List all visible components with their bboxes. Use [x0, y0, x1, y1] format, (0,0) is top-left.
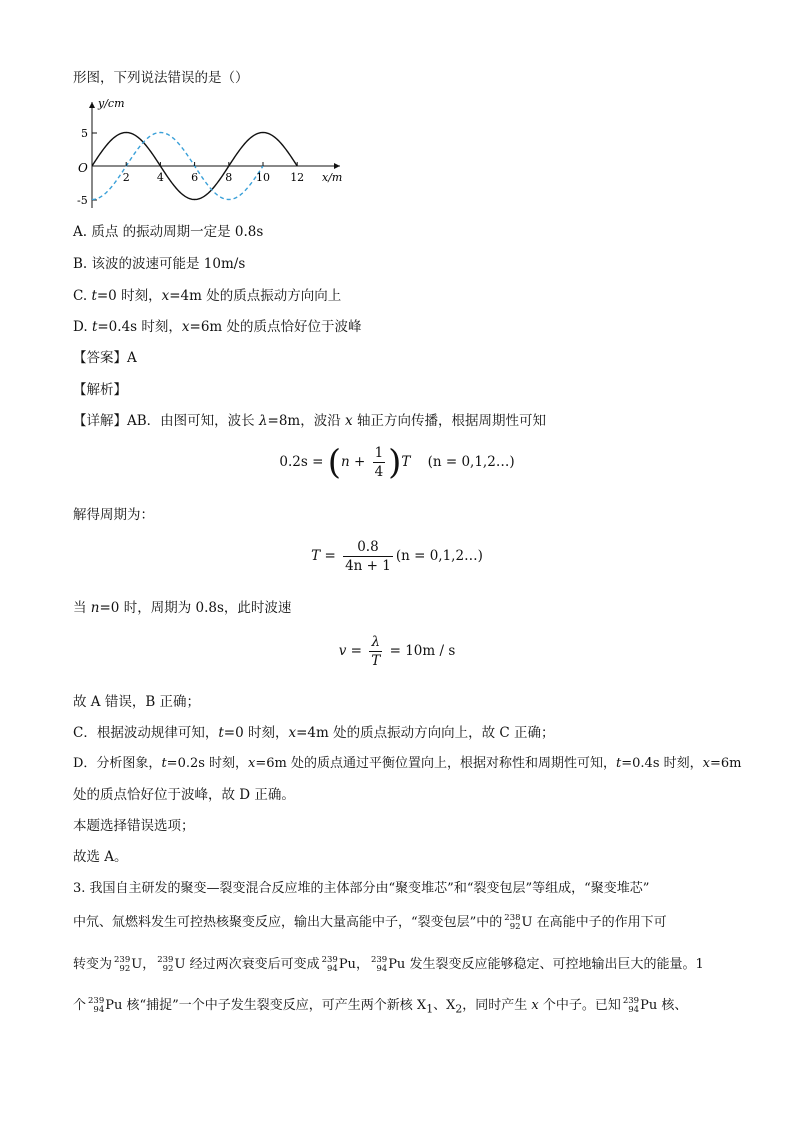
- x-tick-label-8: 8: [225, 171, 233, 184]
- isotope-u238: 238 92: [504, 912, 521, 932]
- analysis-tag: 【解析】: [73, 382, 127, 398]
- summary-2: 故选 A。: [73, 849, 128, 865]
- x-tick-label-12: 12: [290, 171, 305, 184]
- x-tick-label-10: 10: [256, 171, 270, 184]
- q3-line-2: 中氘、氚燃料发生可控热核聚变反应，输出大量高能中子，“裂变包层”中的 238 92 U 在高能中子的作用下可: [73, 912, 667, 932]
- d-explanation-1: D．分析图象，t=0.2s 时刻，x=6m 处的质点通过平衡位置向上，根据对称性和周期性可知，t=0.4s 时刻，x=6m: [73, 756, 742, 771]
- y-axis-label: y/cm: [98, 97, 125, 110]
- x-axis-label: x/m: [322, 171, 343, 184]
- isotope-u239-b: 239 92: [157, 954, 174, 974]
- summary-1: 本题选择错误选项；: [73, 818, 195, 834]
- x-tick-label-2: 2: [122, 171, 130, 184]
- c-explanation: C．根据波动规律可知，t=0 时刻，x=4m 处的质点振动方向向上，故 C 正确；: [73, 725, 555, 741]
- question-intro: 形图，下列说法错误的是（）: [73, 70, 249, 86]
- y-tick-label-5: 5: [81, 127, 88, 140]
- d-explanation-2: 处的质点恰好位于波峰，故 D 正确。: [73, 787, 295, 803]
- equation-period-general: 0.2s = (n + $\frac{1}{4}$ )T (n = 0,1,2…): [279, 442, 515, 483]
- detail-line: 【详解】AB．由图可知，波长 λ=8m，波沿 x 轴正方向传播，根据周期性可知: [73, 413, 546, 429]
- q3-line-1: 3. 我国自主研发的聚变—裂变混合反应堆的主体部分由“聚变堆芯”和“裂变包层”等组成，“聚变堆芯”: [73, 881, 650, 896]
- answer-line: 【答案】A: [73, 350, 137, 366]
- isotope-pu239: 239 94: [321, 954, 338, 974]
- x-tick-label-4: 4: [156, 171, 164, 184]
- option-b: B. 该波的波速可能是 10m/s: [73, 256, 246, 272]
- origin-label: O: [78, 161, 88, 175]
- option-d: D. t=0.4s 时刻，x=6m 处的质点恰好位于波峰: [73, 319, 362, 335]
- equation-period: T = $\frac{0.8}{4n + 1}$ (n = 0,1,2…): [311, 539, 483, 574]
- equation-speed: v = $\frac{\lambda}{T}$ = 10m / s: [338, 634, 456, 669]
- q3-line-4: 个 239 94 Pu 核“捕捉”一个中子发生裂变反应，可产生两个新核 $X_1$、$X_2$，同时产生 x 个中子。已知 239 94 Pu 核、: [73, 995, 688, 1016]
- q3-line-3: 转变为 239 92 U， 239 92 U 经过两次衰变后可变成 239 94 Pu， 239 94 Pu 发生裂变反应能够稳定、可控地输出巨大的能量。1: [73, 954, 704, 974]
- option-a: A. 质点 的振动周期一定是 0.8s: [73, 224, 264, 240]
- x-tick-label-6: 6: [191, 171, 199, 184]
- y-tick-label-neg5: -5: [77, 194, 88, 207]
- isotope-u239: 239 92: [114, 954, 131, 974]
- wave-graph: [70, 95, 360, 210]
- solve-text: 解得周期为：: [73, 507, 154, 523]
- isotope-pu239-b: 239 94: [370, 954, 388, 974]
- isotope-pu239-d: 239 94: [622, 995, 640, 1015]
- n0-line: 当 n=0 时，周期为 0.8s，此时波速: [73, 600, 292, 616]
- option-c: C. t=0 时刻，x=4m 处的质点振动方向向上: [73, 288, 342, 304]
- conclusion-ab: 故 A 错误，B 正确；: [73, 694, 201, 710]
- isotope-pu239-c: 239 94: [88, 995, 105, 1015]
